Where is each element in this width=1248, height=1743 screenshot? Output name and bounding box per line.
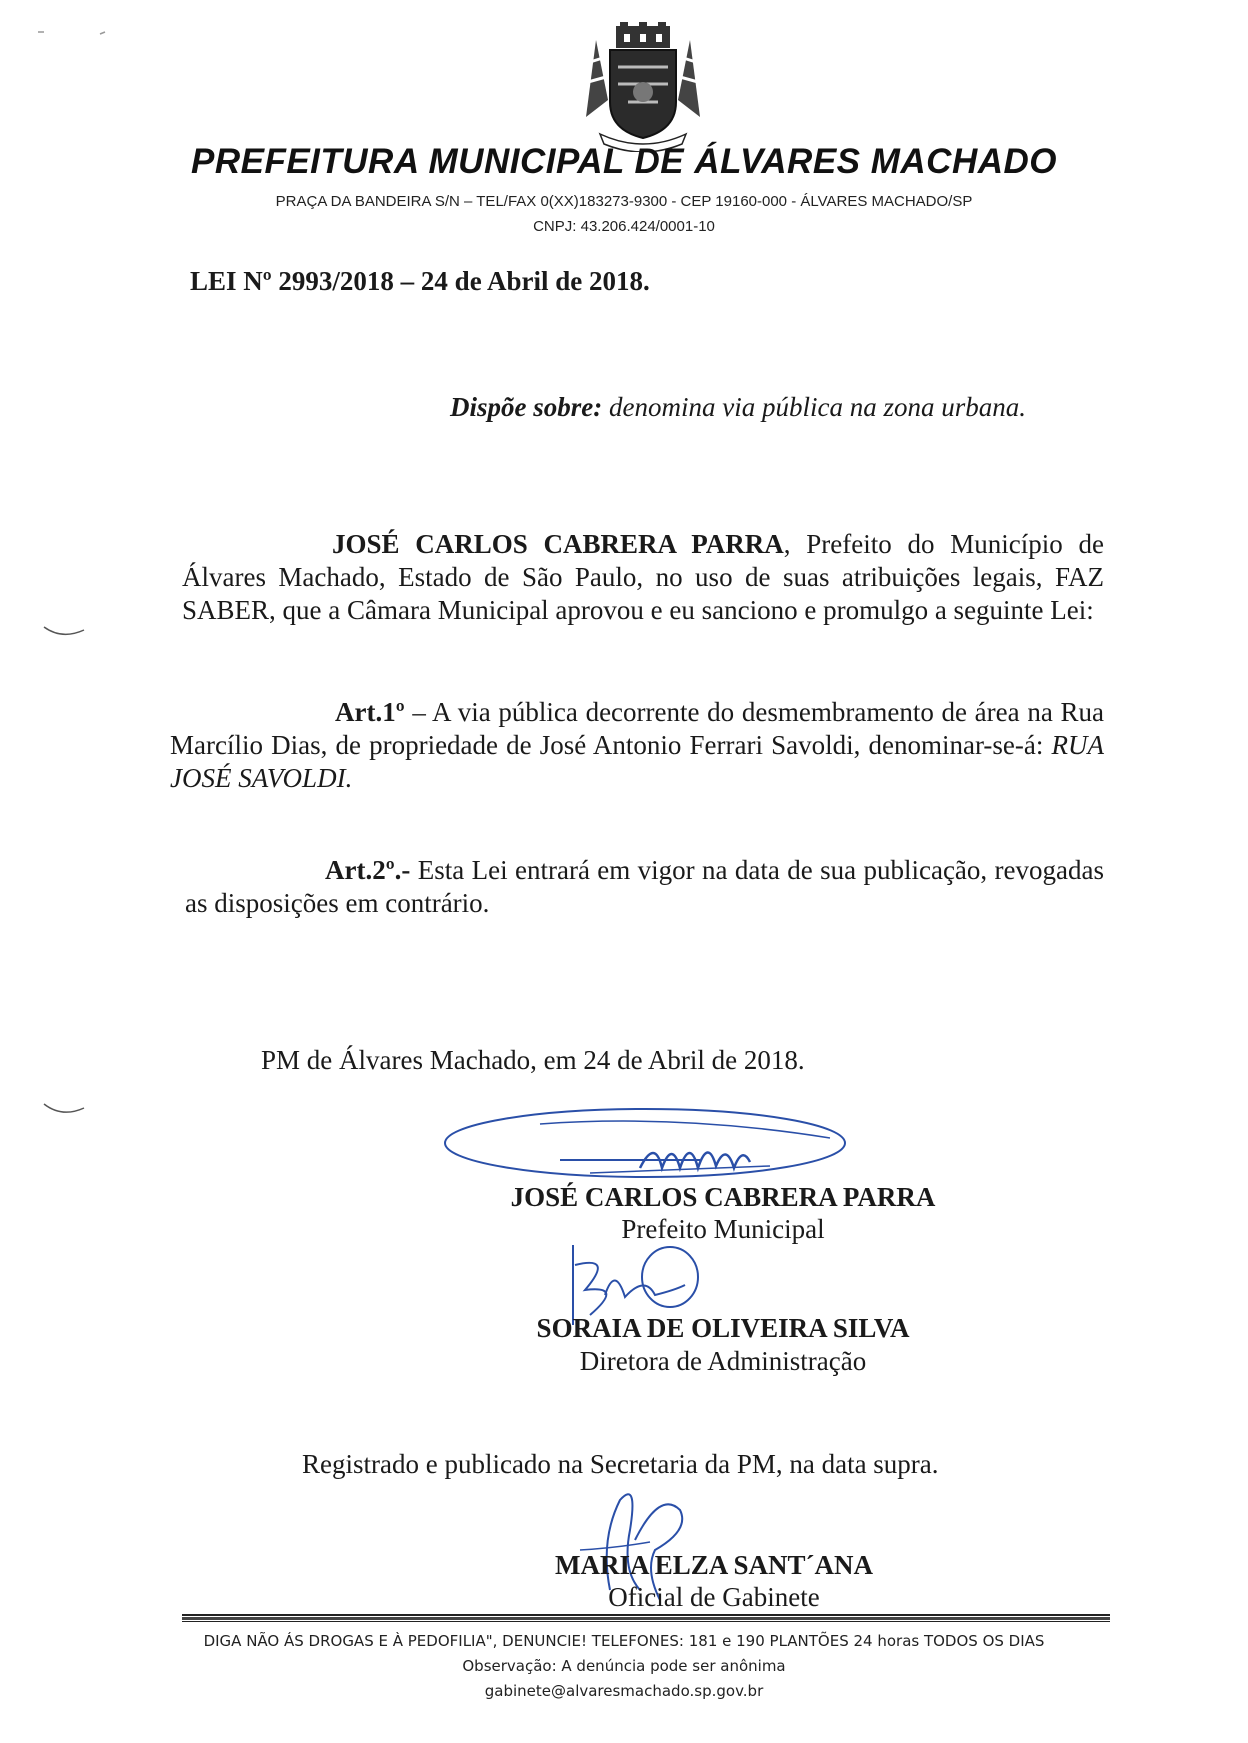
intro-paragraph	[182, 528, 1104, 627]
law-title: LEI Nº 2993/2018 – 24 de Abril de 2018.	[190, 266, 650, 296]
registration-note: Registrado e publicado na Secretaria da PM, na data supra.	[302, 1449, 939, 1479]
scan-mark-top	[30, 22, 110, 42]
footer-email: gabinete@alvaresmachado.sp.gov.br	[484, 1682, 764, 1700]
footer-divider	[182, 1614, 1110, 1622]
signatory-2-name: SORAIA DE OLIVEIRA SILVA	[536, 1313, 910, 1343]
signatory-2-role: Diretora de Administração	[579, 1346, 867, 1376]
article-1	[170, 696, 1104, 795]
article-2-text: Esta Lei entrará em vigor na data de sua publicação, revogadas as disposições em contrário.	[185, 855, 1104, 918]
organization-address: PRAÇA DA BANDEIRA S/N – TEL/FAX 0(XX)183273-9300 - CEP 19160-000 - ÁLVARES MACHADO/SP	[275, 193, 973, 210]
footer-anonymous-note: Observação: A denúncia pode ser anônima	[462, 1657, 786, 1675]
organization-title: PREFEITURA MUNICIPAL DE ÁLVARES MACHADO	[190, 142, 1057, 181]
article-2	[185, 854, 1104, 920]
intro-text: , Prefeito do Município de Álvares Machado, Estado de São Paulo, no uso de suas atribuições legais, FAZ SABER, que a Câmara Municipal aprovou e eu sanciono e promulgo a seguinte Lei:	[182, 529, 1104, 625]
intro-mayor-name: JOSÉ CARLOS CABRERA PARRA	[332, 529, 784, 559]
article-2-label: Art.2º.-	[325, 855, 411, 885]
scan-mark-left-2	[40, 1100, 90, 1120]
ementa-text: denomina via pública na zona urbana.	[602, 392, 1026, 422]
scan-mark-left-1	[40, 622, 90, 642]
ementa-label: Dispõe sobre:	[450, 392, 603, 422]
article-1-text: – A via pública decorrente do desmembramento de área na Rua Marcílio Dias, de propriedade de José Antonio Ferrari Savoldi, denominar-se-á:	[170, 697, 1104, 760]
signatory-1-role: Prefeito Municipal	[621, 1214, 825, 1244]
law-ementa	[450, 392, 1026, 423]
signatory-1-name: JOSÉ CARLOS CABRERA PARRA	[510, 1182, 936, 1212]
article-1-label: Art.1º	[335, 697, 405, 727]
municipal-crest	[578, 22, 708, 152]
signatory-3-name: MARIA ELZA SANT´ANA	[554, 1550, 874, 1580]
organization-cnpj: CNPJ: 43.206.424/0001-10	[533, 218, 715, 235]
footer-hotline: DIGA NÃO ÁS DROGAS E À PEDOFILIA", DENUNCIE! TELEFONES: 181 e 190 PLANTÕES 24 horas TODOS OS DIAS	[203, 1632, 1045, 1650]
place-and-date: PM de Álvares Machado, em 24 de Abril de 2018.	[261, 1045, 805, 1075]
signatory-3-role: Oficial de Gabinete	[608, 1582, 820, 1612]
article-1-street-name: RUA JOSÉ SAVOLDI.	[170, 730, 1104, 793]
